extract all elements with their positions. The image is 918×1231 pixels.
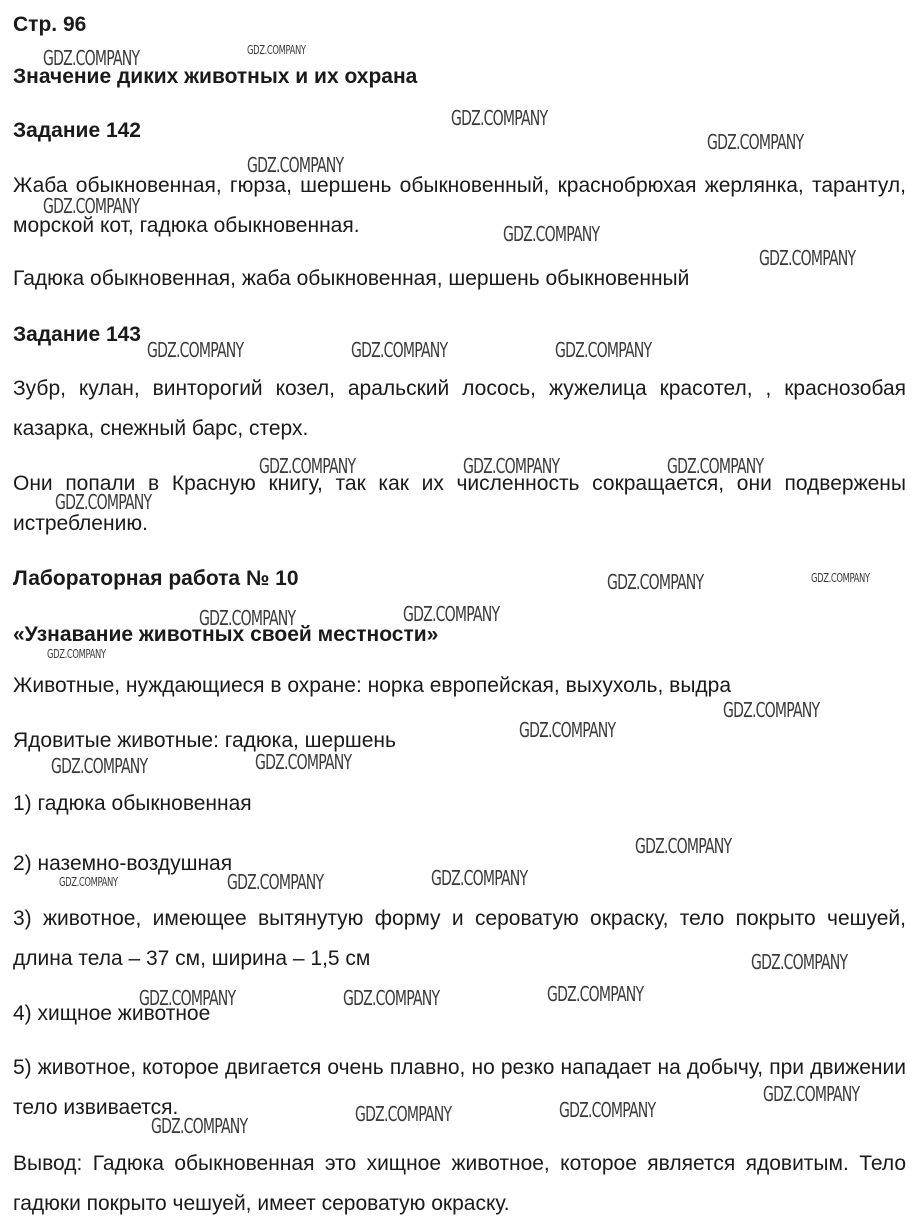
watermark: GDZ.COMPANY xyxy=(151,1114,248,1138)
watermark: GDZ.COMPANY xyxy=(255,750,352,774)
watermark: GDZ.COMPANY xyxy=(199,606,296,630)
page-ref: Стр. 96 xyxy=(13,13,87,36)
watermark: GDZ.COMPANY xyxy=(43,194,140,218)
watermark: GDZ.COMPANY xyxy=(751,950,848,974)
watermark: GDZ.COMPANY xyxy=(607,570,704,594)
watermark: GDZ.COMPANY xyxy=(763,1082,860,1106)
watermark: GDZ.COMPANY xyxy=(259,454,356,478)
watermark: GDZ.COMPANY xyxy=(431,866,528,890)
watermark: GDZ.COMPANY xyxy=(351,338,448,362)
lab-protected-animals: Животные, нуждающиеся в охране: норка европейская, выхухоль, выдра xyxy=(13,674,732,697)
watermark: GDZ.COMPANY xyxy=(55,490,152,514)
watermark: GDZ.COMPANY xyxy=(227,870,324,894)
watermark: GDZ.COMPANY xyxy=(403,602,500,626)
watermark: GDZ.COMPANY xyxy=(139,986,236,1010)
watermark: GDZ.COMPANY xyxy=(723,698,820,722)
watermark: GDZ.COMPANY xyxy=(355,1102,452,1126)
watermark: GDZ.COMPANY xyxy=(635,834,732,858)
lab-item-1: 1) гадюка обыкновенная xyxy=(13,792,252,815)
watermark: GDZ.COMPANY xyxy=(343,986,440,1010)
lab-item-5: 5) животное, которое двигается очень плавно, но резко нападает на добычу, при движении тело извивается. xyxy=(13,1056,906,1119)
watermark: GDZ.COMPANY xyxy=(555,338,652,362)
lab-venomous-animals: Ядовитые животные: гадюка, шершень xyxy=(13,729,396,752)
watermark: GDZ.COMPANY xyxy=(811,571,870,585)
lab-item-3: 3) животное, имеющее вытянутую форму и сероватую окраску, тело покрыто чешуей, длина тела – 37 см, ширина – 1,5 см xyxy=(13,907,906,970)
section-title: Значение диких животных и их охрана xyxy=(13,65,418,88)
watermark: GDZ.COMPANY xyxy=(519,718,616,742)
watermark: GDZ.COMPANY xyxy=(247,43,306,57)
lab-item-4: 4) хищное животное xyxy=(13,1002,211,1025)
watermark: GDZ.COMPANY xyxy=(707,130,804,154)
watermark: GDZ.COMPANY xyxy=(59,875,118,889)
watermark: GDZ.COMPANY xyxy=(667,454,764,478)
watermark: GDZ.COMPANY xyxy=(451,106,548,130)
watermark: GDZ.COMPANY xyxy=(147,338,244,362)
watermark: GDZ.COMPANY xyxy=(559,1098,656,1122)
watermark: GDZ.COMPANY xyxy=(547,982,644,1006)
watermark: GDZ.COMPANY xyxy=(247,153,344,177)
watermark: GDZ.COMPANY xyxy=(463,454,560,478)
lab-subtitle: «Узнавание животных своей местности» xyxy=(13,623,439,646)
watermark: GDZ.COMPANY xyxy=(47,647,106,661)
lab-item-2: 2) наземно-воздушная xyxy=(13,852,233,875)
lab-title: Лабораторная работа № 10 xyxy=(13,567,299,590)
watermark: GDZ.COMPANY xyxy=(51,754,148,778)
task-142-title: Задание 142 xyxy=(13,119,141,142)
task-142-answer-1: Жаба обыкновенная, гюрза, шершень обыкновенный, краснобрюхая жерлянка, тарантул, морской кот, гадюка обыкновенная. xyxy=(13,174,906,237)
task-143-answer-1: Зубр, кулан, винторогий козел, аральский лосось, жужелица красотел, , краснозобая казарка, снежный барс, стерх. xyxy=(13,377,906,440)
watermark: GDZ.COMPANY xyxy=(43,46,140,70)
task-143-title: Задание 143 xyxy=(13,323,141,346)
task-143-answer-2: Они попали в Красную книгу, так как их численность сокращается, они подвержены истреблению. xyxy=(13,472,906,535)
watermark: GDZ.COMPANY xyxy=(503,222,600,246)
lab-conclusion: Вывод: Гадюка обыкновенная это хищное животное, которое является ядовитым. Тело гадюки покрыто чешуей, имеет сероватую окраску. xyxy=(13,1152,906,1215)
task-142-answer-2: Гадюка обыкновенная, жаба обыкновенная, шершень обыкновенный xyxy=(13,267,690,290)
watermark: GDZ.COMPANY xyxy=(759,246,856,270)
